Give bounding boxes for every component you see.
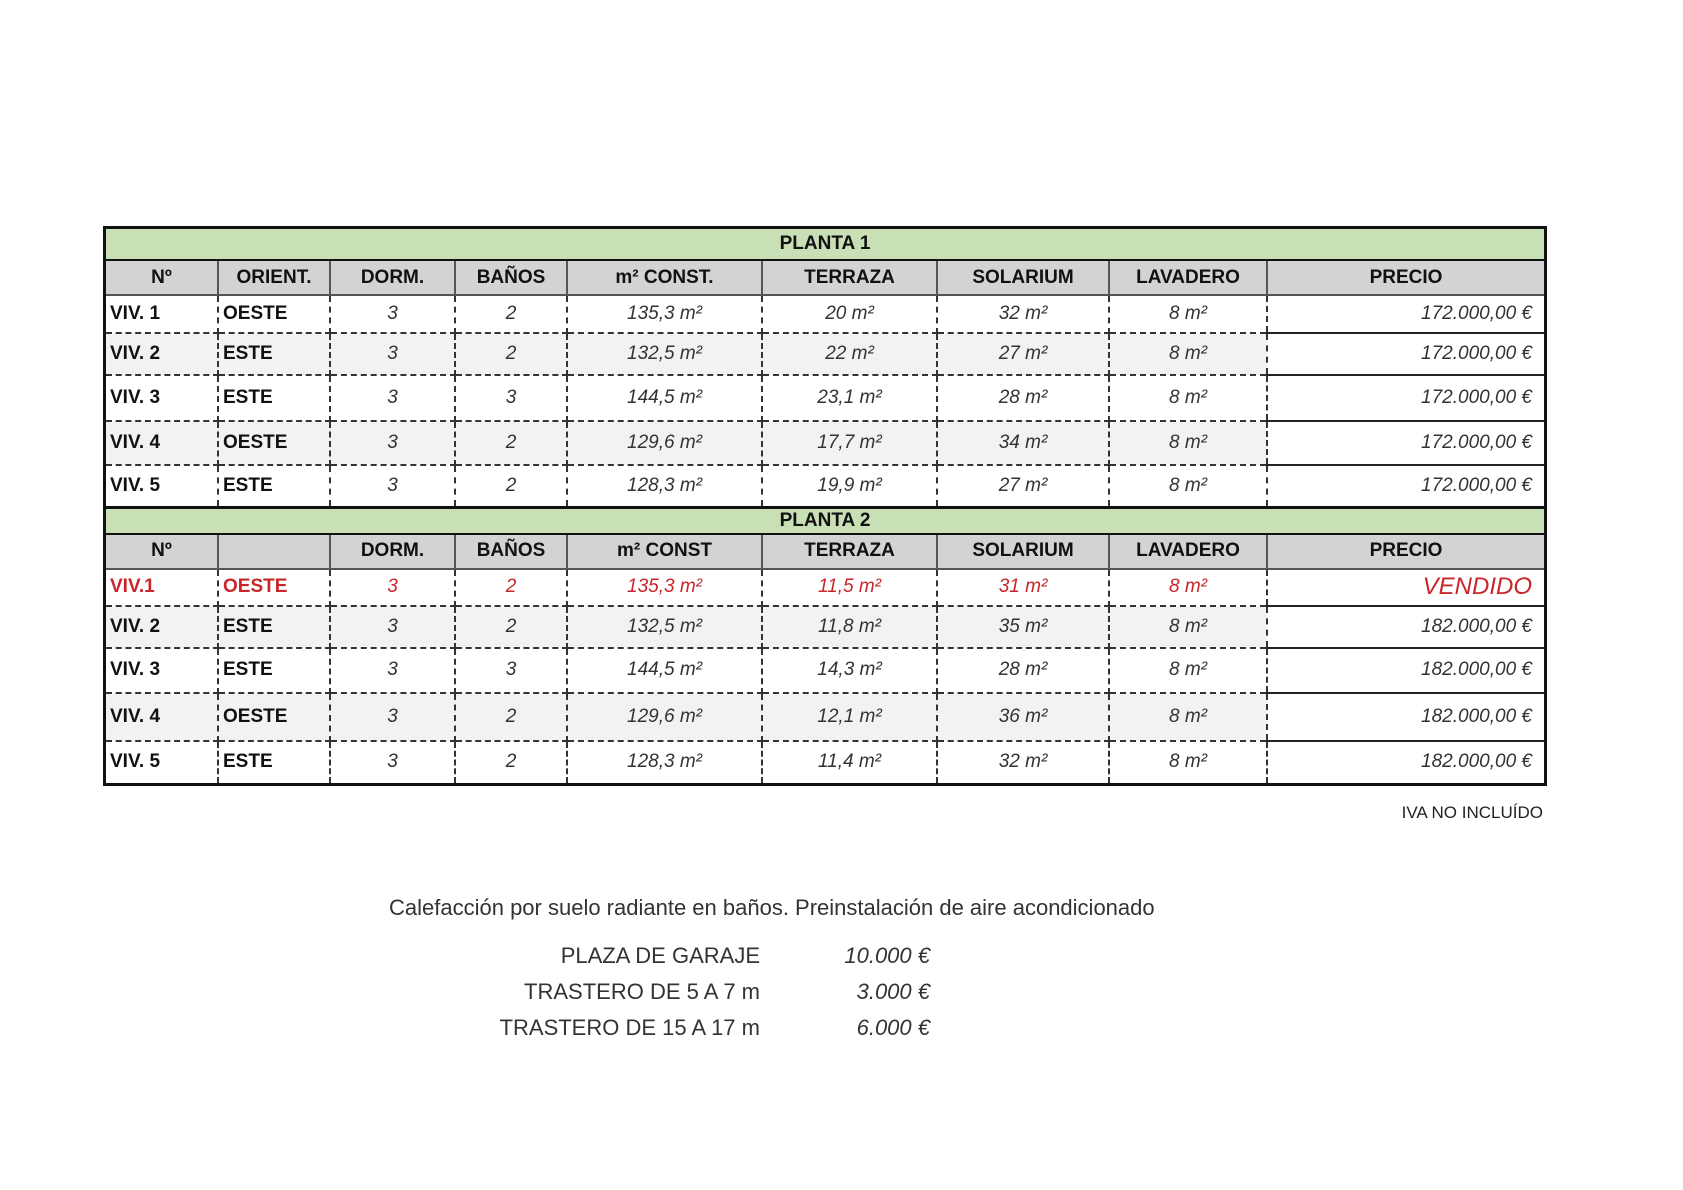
bathrooms-cell: 2	[455, 421, 567, 465]
bedrooms-cell: 3	[330, 295, 455, 333]
planta-1-header-row: Nº ORIENT. DORM. BAÑOS m² CONST. TERRAZA SOLARIUM LAVADERO PRECIO	[106, 260, 1544, 295]
extra-item	[440, 1010, 960, 1046]
bedrooms-cell: 3	[330, 648, 455, 693]
unit-number-cell: VIV. 3	[106, 375, 218, 421]
table-row	[106, 648, 1544, 693]
extra-price: 6.000 €	[856, 1015, 930, 1040]
built-area-cell: 144,5 m²	[567, 648, 762, 693]
bathrooms-cell: 3	[455, 648, 567, 693]
orientation-cell: ESTE	[218, 606, 330, 648]
extra-label: TRASTERO DE 5 A 7 m	[524, 979, 760, 1004]
solarium-cell: 28 m²	[937, 648, 1109, 693]
orientation-cell: OESTE	[218, 569, 330, 606]
bathrooms-cell: 2	[455, 295, 567, 333]
laundry-cell: 8 m²	[1109, 421, 1267, 465]
extras-list	[440, 938, 960, 1046]
built-area-cell: 135,3 m²	[567, 295, 762, 333]
orientation-cell: OESTE	[218, 421, 330, 465]
laundry-cell: 8 m²	[1109, 295, 1267, 333]
solarium-cell: 32 m²	[937, 295, 1109, 333]
terrace-cell: 11,4 m²	[762, 741, 937, 783]
built-area-cell: 144,5 m²	[567, 375, 762, 421]
features-caption: Calefacción por suelo radiante en baños. Preinstalación de aire acondicionado	[389, 895, 1155, 920]
bedrooms-cell: 3	[330, 693, 455, 741]
extra-price: 10.000 €	[844, 943, 930, 968]
terrace-cell: 19,9 m²	[762, 465, 937, 507]
solarium-cell: 28 m²	[937, 375, 1109, 421]
terrace-cell: 23,1 m²	[762, 375, 937, 421]
table-row	[106, 693, 1544, 741]
price-cell: 182.000,00 €	[1267, 606, 1544, 648]
solarium-cell: 36 m²	[937, 693, 1109, 741]
bedrooms-cell: 3	[330, 465, 455, 507]
terrace-cell: 20 m²	[762, 295, 937, 333]
price-cell: 172.000,00 €	[1267, 465, 1544, 507]
unit-number-cell: VIV. 4	[106, 421, 218, 465]
unit-number-cell: VIV. 3	[106, 648, 218, 693]
unit-number-cell: VIV.1	[106, 569, 218, 606]
laundry-cell: 8 m²	[1109, 606, 1267, 648]
laundry-cell: 8 m²	[1109, 741, 1267, 783]
bathrooms-cell: 3	[455, 375, 567, 421]
built-area-cell: 135,3 m²	[567, 569, 762, 606]
unit-number-cell: VIV. 5	[106, 465, 218, 507]
built-area-cell: 128,3 m²	[567, 741, 762, 783]
built-area-cell: 129,6 m²	[567, 693, 762, 741]
orientation-cell: ESTE	[218, 333, 330, 375]
terrace-cell: 11,5 m²	[762, 569, 937, 606]
extra-label: TRASTERO DE 15 A 17 m	[499, 1015, 760, 1040]
bathrooms-cell: 2	[455, 465, 567, 507]
orientation-cell: OESTE	[218, 295, 330, 333]
planta-1-banner: PLANTA 1	[106, 229, 1544, 260]
solarium-cell: 34 m²	[937, 421, 1109, 465]
price-cell: 182.000,00 €	[1267, 693, 1544, 741]
table-row	[106, 741, 1544, 783]
terrace-cell: 14,3 m²	[762, 648, 937, 693]
unit-number-cell: VIV. 4	[106, 693, 218, 741]
price-cell: 172.000,00 €	[1267, 421, 1544, 465]
extra-price: 3.000 €	[856, 979, 930, 1004]
bedrooms-cell: 3	[330, 741, 455, 783]
extra-item	[440, 974, 960, 1010]
unit-number-cell: VIV. 5	[106, 741, 218, 783]
bedrooms-cell: 3	[330, 569, 455, 606]
price-cell: 182.000,00 €	[1267, 648, 1544, 693]
solarium-cell: 35 m²	[937, 606, 1109, 648]
table-row	[106, 375, 1544, 421]
orientation-cell: ESTE	[218, 648, 330, 693]
built-area-cell: 132,5 m²	[567, 333, 762, 375]
price-cell: 172.000,00 €	[1267, 375, 1544, 421]
orientation-cell: ESTE	[218, 741, 330, 783]
solarium-cell: 27 m²	[937, 333, 1109, 375]
built-area-cell: 128,3 m²	[567, 465, 762, 507]
bathrooms-cell: 2	[455, 741, 567, 783]
table-row	[106, 295, 1544, 333]
laundry-cell: 8 m²	[1109, 569, 1267, 606]
orientation-cell: OESTE	[218, 693, 330, 741]
built-area-cell: 132,5 m²	[567, 606, 762, 648]
price-cell: 172.000,00 €	[1267, 333, 1544, 375]
orientation-cell: ESTE	[218, 375, 330, 421]
bathrooms-cell: 2	[455, 569, 567, 606]
solarium-cell: 27 m²	[937, 465, 1109, 507]
bedrooms-cell: 3	[330, 606, 455, 648]
bathrooms-cell: 2	[455, 606, 567, 648]
bathrooms-cell: 2	[455, 693, 567, 741]
bedrooms-cell: 3	[330, 421, 455, 465]
extra-label: PLAZA DE GARAJE	[560, 943, 760, 968]
unit-number-cell: VIV. 1	[106, 295, 218, 333]
price-cell: 182.000,00 €	[1267, 741, 1544, 783]
bathrooms-cell: 2	[455, 333, 567, 375]
table-row	[106, 569, 1544, 606]
orientation-cell: ESTE	[218, 465, 330, 507]
built-area-cell: 129,6 m²	[567, 421, 762, 465]
unit-number-cell: VIV. 2	[106, 333, 218, 375]
price-table	[103, 226, 1547, 786]
bedrooms-cell: 3	[330, 375, 455, 421]
laundry-cell: 8 m²	[1109, 648, 1267, 693]
terrace-cell: 12,1 m²	[762, 693, 937, 741]
table-row	[106, 333, 1544, 375]
laundry-cell: 8 m²	[1109, 693, 1267, 741]
table-row	[106, 421, 1544, 465]
terrace-cell: 17,7 m²	[762, 421, 937, 465]
planta-2-header-row: Nº DORM. BAÑOS m² CONST TERRAZA SOLARIUM LAVADERO PRECIO	[106, 534, 1544, 569]
planta-2-banner: PLANTA 2	[106, 507, 1544, 534]
terrace-cell: 11,8 m²	[762, 606, 937, 648]
price-cell: VENDIDO	[1267, 569, 1544, 606]
unit-number-cell: VIV. 2	[106, 606, 218, 648]
laundry-cell: 8 m²	[1109, 333, 1267, 375]
tax-note: IVA NO INCLUÍDO	[1401, 803, 1543, 822]
solarium-cell: 32 m²	[937, 741, 1109, 783]
terrace-cell: 22 m²	[762, 333, 937, 375]
solarium-cell: 31 m²	[937, 569, 1109, 606]
laundry-cell: 8 m²	[1109, 465, 1267, 507]
bedrooms-cell: 3	[330, 333, 455, 375]
table-row	[106, 465, 1544, 507]
laundry-cell: 8 m²	[1109, 375, 1267, 421]
price-cell: 172.000,00 €	[1267, 295, 1544, 333]
table-row	[106, 606, 1544, 648]
extra-item	[440, 938, 960, 974]
